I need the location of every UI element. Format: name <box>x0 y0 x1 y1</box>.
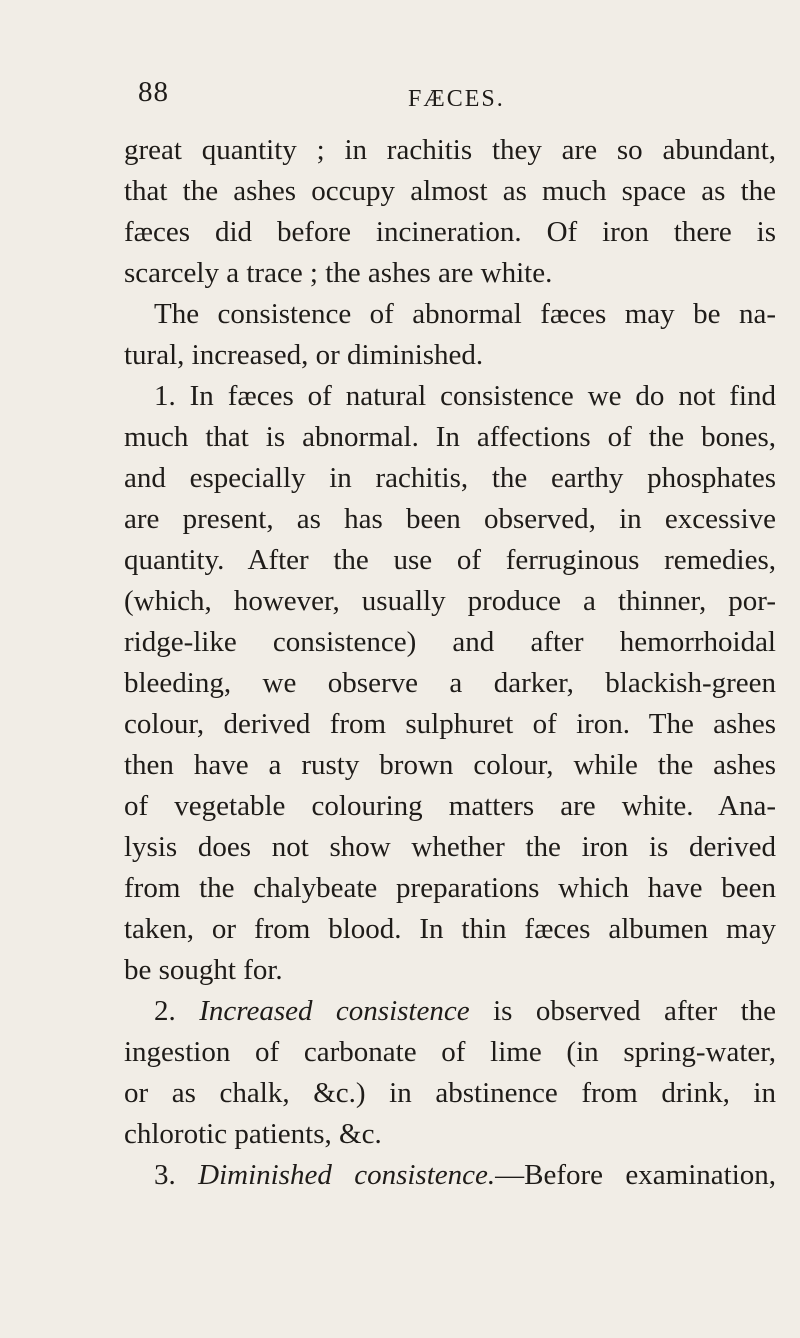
text-line: quantity. After the use of ferruginous remedies, <box>124 544 776 576</box>
text-line: ridge-like consistence) and after hemorrhoidal <box>124 626 776 658</box>
running-head: FÆCES. <box>408 86 505 112</box>
text-line: and especially in rachitis, the earthy phosphates <box>124 462 776 494</box>
text-line: (which, however, usually produce a thinner, por- <box>124 585 776 617</box>
text-line: are present, as has been observed, in excessive <box>124 503 776 535</box>
text-line: colour, derived from sulphuret of iron. The ashes <box>124 708 776 740</box>
page-header <box>138 76 770 116</box>
text-line: of vegetable colouring matters are white. Ana- <box>124 790 776 822</box>
text-line: much that is abnormal. In affections of the bones, <box>124 421 776 453</box>
text-line: The consistence of abnormal fæces may be na- <box>154 298 776 330</box>
text-line <box>124 991 776 1032</box>
list-number: 2. <box>154 995 200 1027</box>
section-heading: Increased consistence <box>199 995 470 1027</box>
text-line: or as chalk, &c.) in abstinence from drink, in <box>124 1077 776 1109</box>
text-line: tural, increased, or diminished. <box>124 339 484 371</box>
text-line: that the ashes occupy almost as much space as the <box>124 175 776 207</box>
text-line: from the chalybeate preparations which have been <box>124 872 776 904</box>
text-line: bleeding, we observe a darker, blackish-green <box>124 667 776 699</box>
text-line: ingestion of carbonate of lime (in spring-water, <box>124 1036 776 1068</box>
page-number: 88 <box>138 76 169 108</box>
text-line: then have a rusty brown colour, while the ashes <box>124 749 776 781</box>
text-run: is observed after the <box>469 995 776 1027</box>
text-line: 1. In fæces of natural consistence we do not find <box>154 380 776 412</box>
list-number: 3. <box>154 1159 199 1191</box>
text-line: lysis does not show whether the iron is derived <box>124 831 776 863</box>
text-line: chlorotic patients, &c. <box>124 1118 382 1150</box>
section-heading: Diminished consistence. <box>198 1159 496 1191</box>
text-line: great quantity ; in rachitis they are so abundant, <box>124 134 776 166</box>
text-line: fæces did before incineration. Of iron there is <box>124 216 776 248</box>
text-line: taken, or from blood. In thin fæces albumen may <box>124 913 776 945</box>
text-line: scarcely a trace ; the ashes are white. <box>124 257 553 289</box>
body-text <box>124 130 776 1196</box>
text-line: be sought for. <box>124 954 283 986</box>
text-line <box>124 1155 776 1196</box>
text-run: —Before examination, <box>495 1159 777 1191</box>
